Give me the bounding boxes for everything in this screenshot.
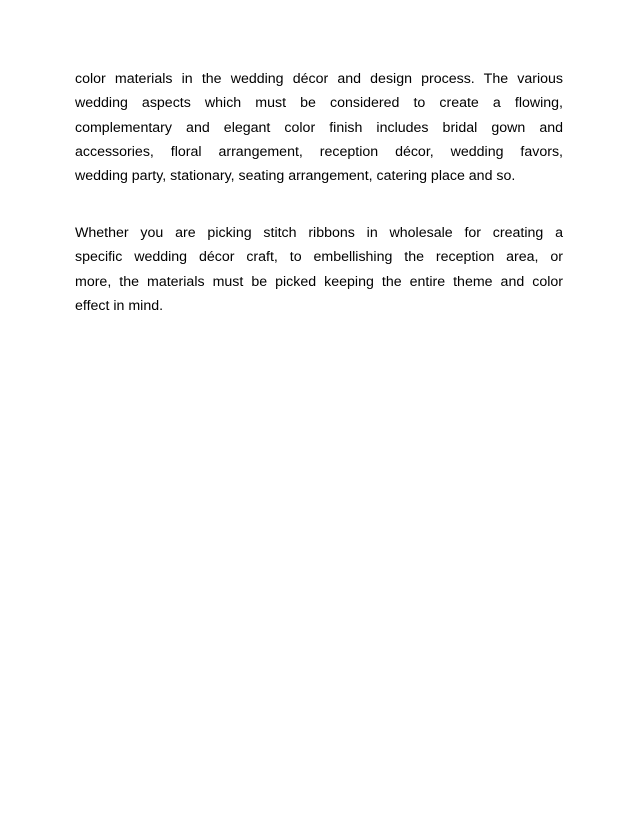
paragraph-1-line-1: color materials in the wedding décor and design process. The various — [75, 71, 563, 87]
paragraph-1-line-4: accessories, floral arrangement, reception décor, wedding favors, — [75, 143, 563, 160]
paragraph-2-line-4: effect in mind. — [75, 297, 164, 314]
paragraph-1 — [75, 67, 563, 188]
paragraph-2 — [75, 221, 563, 318]
paragraph-2-line-2: specific wedding décor craft, to embellishing the reception area, or — [75, 249, 563, 266]
paragraph-1-line-3: complementary and elegant color finish includes bridal gown and — [75, 119, 563, 136]
paragraph-1-line-2: wedding aspects which must be considered to create a flowing, — [75, 95, 563, 112]
paragraph-1-line-5: wedding party, stationary, seating arrangement, catering place and so. — [75, 168, 516, 185]
paragraph-2-line-1: Whether you are picking stitch ribbons in wholesale for creating a — [75, 225, 563, 241]
paragraph-2-line-3: more, the materials must be picked keeping the entire theme and color — [75, 273, 563, 290]
